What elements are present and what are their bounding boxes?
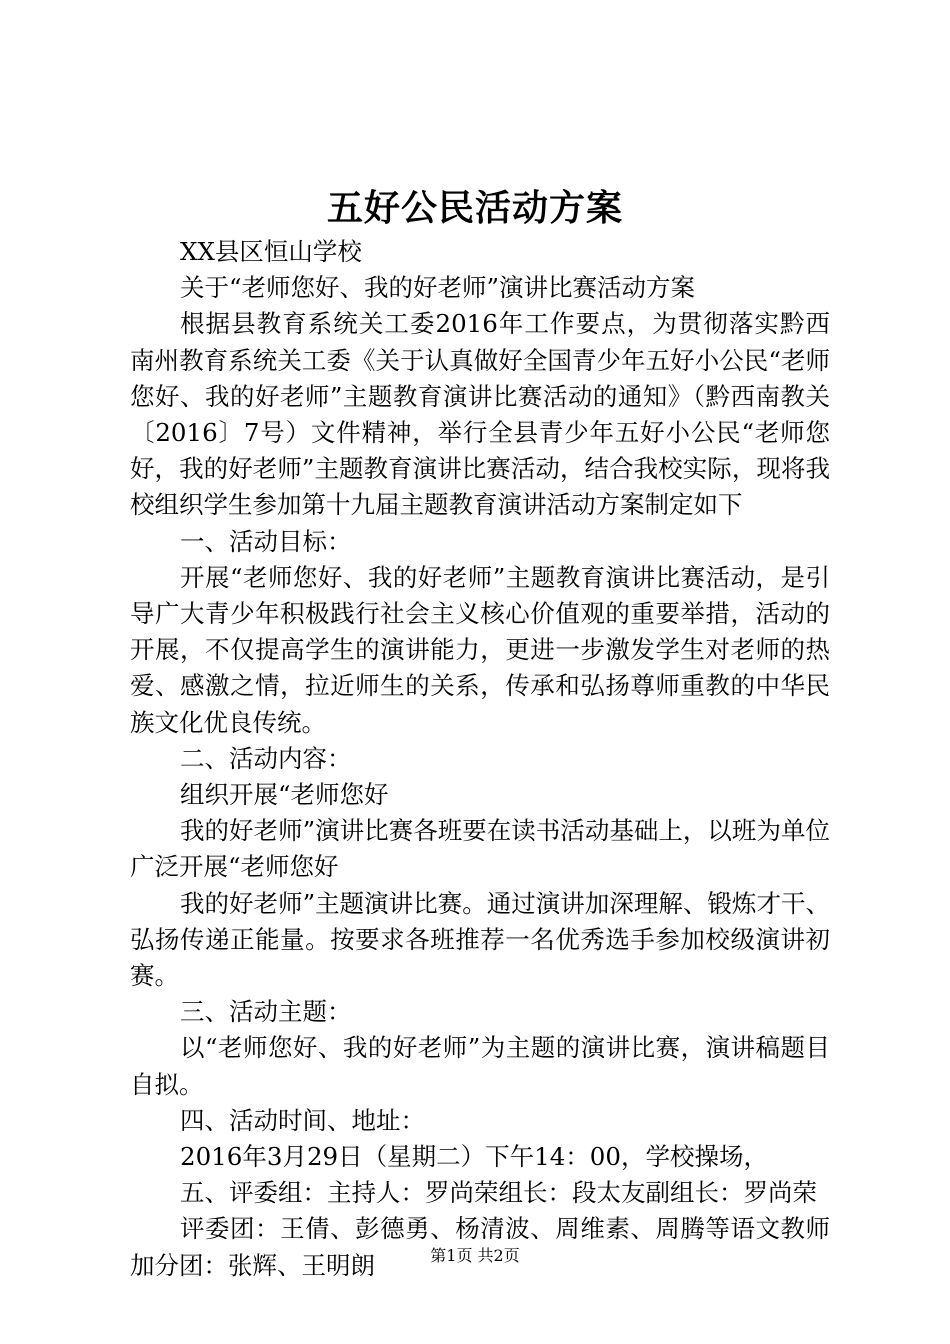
paragraph-content-2: 我的好老师”演讲比赛各班要在读书活动基础上，以班为单位广泛开展“老师您好 [130,816,830,882]
page-number-footer: 第1页 共2页 [430,1246,520,1265]
paragraph-content-1: 组织开展“老师您好 [180,780,389,810]
paragraph-judges-group: 五、评委组：主持人：罗尚荣组长：段太友副组长：罗尚荣 [180,1178,817,1208]
document-title: 五好公民活动方案 [326,187,623,229]
paragraph-school: XX县区恒山学校 [180,237,362,266]
paragraph-time-place: 2016年3月29日（星期二）下午14：00，学校操场， [180,1142,768,1172]
paragraph-content-3: 我的好老师”主题演讲比赛。通过演讲加深理解、锻炼才干、弘扬传递正能量。按要求各班推荐一名优秀选手参加校级演讲初赛。 [130,888,830,991]
paragraph-theme: 以“老师您好、我的好老师”为主题的演讲比赛，演讲稿题目自拟。 [130,1033,830,1099]
section-heading-theme: 三、活动主题： [180,997,352,1027]
section-heading-time-place: 四、活动时间、地址： [180,1105,425,1135]
section-heading-goal: 一、活动目标： [180,526,352,556]
document-body [130,234,830,1284]
paragraph-intro: 根据县教育系统关工委2016年工作要点，为贯彻落实黔西南州教育系统关工委《关于认真做好全国青少年五好小公民“老师您好、我的好老师”主题教育演讲比赛活动的通知》（黔西南教关〔2016〕7号）文件精神，举行全县青少年五好小公民“老师您好，我的好老师”主题教育演讲比赛活动，结合我校实际，现将我校组织学生参加第十九届主题教育演讲活动方案制定如下 [130,309,830,520]
section-heading-content: 二、活动内容： [180,743,352,773]
paragraph-goal: 开展“老师您好、我的好老师”主题教育演讲比赛活动，是引导广大青少年积极践行社会主义核心价值观的重要举措，活动的开展，不仅提高学生的演讲能力，更进一步激发学生对老师的热爱、感激之情，拉近师生的关系，传承和弘扬尊师重教的中华民族文化优良传统。 [130,562,830,737]
paragraph-judges-panel: 评委团：王倩、彭德勇、杨清波、周维素、周腾等语文教师加分团：张辉、王明朗 [130,1214,830,1280]
paragraph-subtitle: 关于“老师您好、我的好老师”演讲比赛活动方案 [180,273,696,303]
